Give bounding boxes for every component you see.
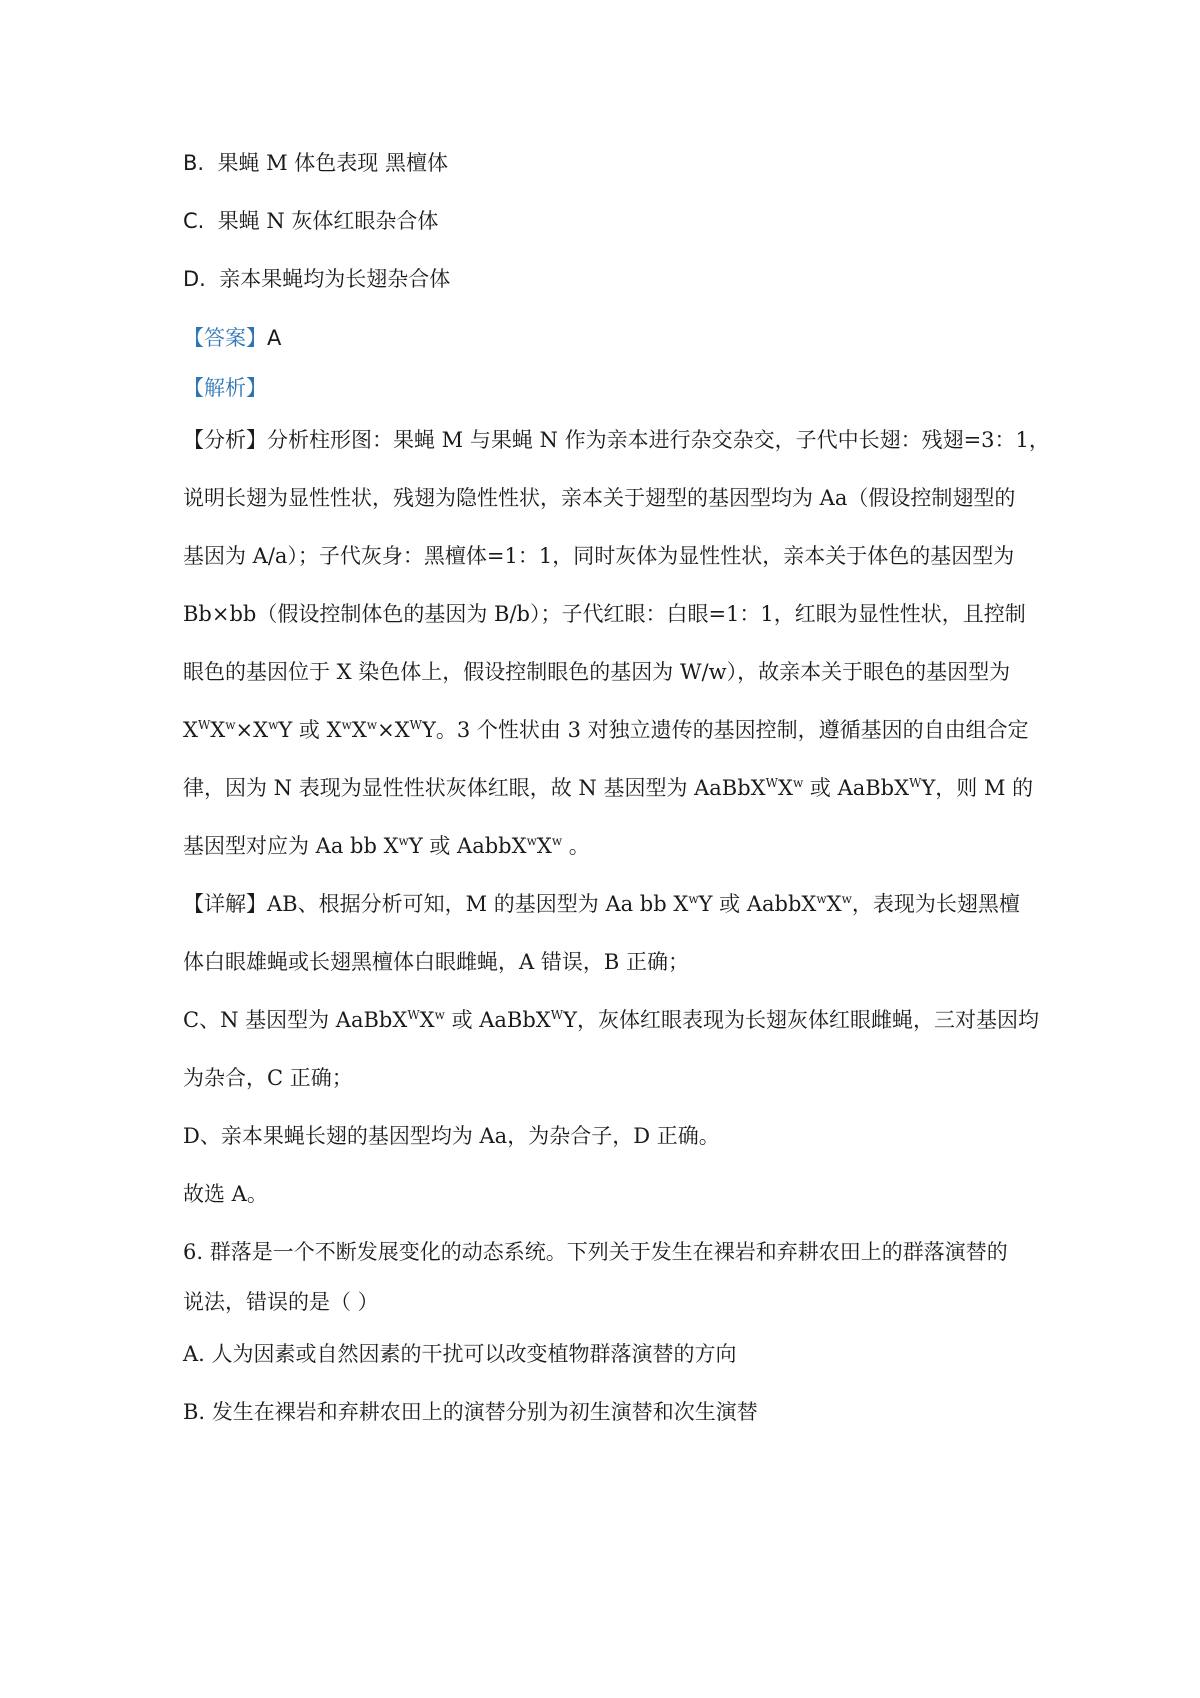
genotype-x: X: [826, 892, 842, 916]
option-text: 果蝇 N 灰体红眼杂合体: [217, 209, 439, 233]
answer-value: A: [267, 326, 282, 350]
allele-sup: w: [551, 834, 563, 848]
text-run: 或 AaBbX: [803, 776, 910, 800]
text-run: Y 或 AabbX: [408, 834, 527, 858]
option-text: 果蝇 M 体色表现 黑檀体: [217, 151, 448, 175]
allele-sup: W: [765, 776, 778, 790]
allele-sup: w: [688, 892, 699, 906]
option-b: [183, 148, 1043, 178]
question6-option-a: A. 人为因素或自然因素的干扰可以改变植物群落演替的方向: [183, 1342, 737, 1366]
text-run: ，表现为长翅黑檀: [851, 892, 1020, 916]
analysis-line-5: 眼色的基因位于 X 染色体上，假设控制眼色的基因为 W/w），故亲本关于眼色的基因型为: [183, 660, 1011, 684]
allele-sup: w: [398, 834, 409, 848]
allele-sup: w: [268, 718, 279, 732]
analysis-line-2: 说明长翅为显性性状，残翅为隐性性状，亲本关于翅型的基因型均为 Aa（假设控制翅型的: [183, 486, 1016, 510]
analysis-line-8: [183, 831, 1043, 861]
genotype-x: X: [253, 718, 269, 742]
detail-line-6: 故选 A。: [183, 1182, 268, 1206]
text-run: 律，因为 N 表现为显性性状灰体红眼，故 N 基因型为 AaBbX: [183, 776, 766, 800]
allele-sup: w: [366, 718, 378, 732]
genotype-y: Y: [421, 718, 436, 742]
allele-sup: w: [841, 892, 852, 906]
allele-sup: w: [792, 776, 804, 790]
allele-sup: W: [909, 776, 922, 790]
allele-sup: W: [550, 1008, 564, 1022]
text-run: 。: [562, 834, 590, 858]
detail-line-4: 为杂合，C 正确；: [183, 1066, 353, 1090]
allele-sup: w: [225, 718, 236, 732]
text-run: Y 或 AabbX: [698, 892, 817, 916]
analysis-label: 【解析】: [183, 376, 267, 400]
option-c: [183, 206, 1043, 236]
detail-line-1: [183, 889, 1043, 919]
option-letter: D.: [183, 267, 206, 291]
analysis-line-4: Bb×bb（假设控制体色的基因为 B/b）；子代红眼：白眼=1：1，红眼为显性性状，且控制: [183, 602, 1026, 626]
detail-line-5: D、亲本果蝇长翅的基因型均为 Aa，为杂合子，D 正确。: [183, 1124, 720, 1148]
text-run: 基因型对应为 Aa bb X: [183, 834, 399, 858]
analysis-line-1: 【分析】分析柱形图：果蝇 M 与果蝇 N 作为亲本进行杂交杂交，子代中长翅：残翅=3：1，: [183, 428, 1050, 452]
analysis-line-7: [183, 773, 1043, 803]
answer-label: 【答案】: [183, 326, 267, 350]
question6-option-b: B. 发生在裸岩和弃耕农田上的演替分别为初生演替和次生演替: [183, 1400, 758, 1424]
text-run: 或 AaBbX: [444, 1008, 551, 1032]
option-d: [183, 264, 1043, 294]
question6-stem-2: 说法，错误的是（ ）: [183, 1290, 379, 1314]
text-run: 【详解】AB、根据分析可知，M 的基因型为 Aa bb X: [183, 892, 689, 916]
option-letter: C.: [183, 209, 205, 233]
cross-symbol: ×: [235, 718, 254, 742]
allele-sup: W: [409, 718, 422, 732]
genotype-x: X: [419, 1008, 435, 1032]
answer-line: [183, 323, 1043, 353]
option-letter: B.: [183, 151, 205, 175]
allele-sup: W: [197, 718, 211, 732]
detail-line-2: 体白眼雄蝇或长翅黑檀体白眼雌蝇，A 错误，B 正确；: [183, 950, 689, 974]
genotype-x: X: [183, 718, 198, 742]
detail-line-3: [183, 1005, 1043, 1035]
analysis-line-3: 基因为 A/a）；子代灰身：黑檀体=1：1，同时灰体为显性性状，亲本关于体色的基因型为: [183, 544, 1015, 568]
cross-symbol: ×: [377, 718, 395, 742]
genotype-y: Y: [278, 718, 293, 742]
text-run: Y，灰体红眼表现为长翅灰体红眼雌蝇，三对基因均: [563, 1008, 1039, 1032]
genotype-x: X: [394, 718, 410, 742]
genotype-x: X: [351, 718, 367, 742]
genotype-x: X: [777, 776, 793, 800]
allele-sup: w: [526, 834, 537, 848]
allele-sup: w: [434, 1008, 445, 1022]
analysis-line-6: [183, 715, 1043, 745]
genotype-x: X: [536, 834, 552, 858]
allele-sup: w: [816, 892, 827, 906]
text-run: C、N 基因型为 AaBbX: [183, 1008, 408, 1032]
genotype-x: X: [210, 718, 226, 742]
text-run: Y，则 M 的: [921, 776, 1034, 800]
genotype-x: X: [326, 718, 342, 742]
allele-sup: W: [407, 1008, 420, 1022]
allele-sup: w: [341, 718, 352, 732]
text-run: 。3 个性状由 3 对独立遗传的基因控制，遵循基因的自由组合定: [435, 718, 1029, 742]
option-text: 亲本果蝇均为长翅杂合体: [219, 267, 451, 291]
question6-stem-1: 6. 群落是一个不断发展变化的动态系统。下列关于发生在裸岩和弃耕农田上的群落演替的: [183, 1240, 1008, 1264]
or-word: 或: [292, 718, 327, 742]
